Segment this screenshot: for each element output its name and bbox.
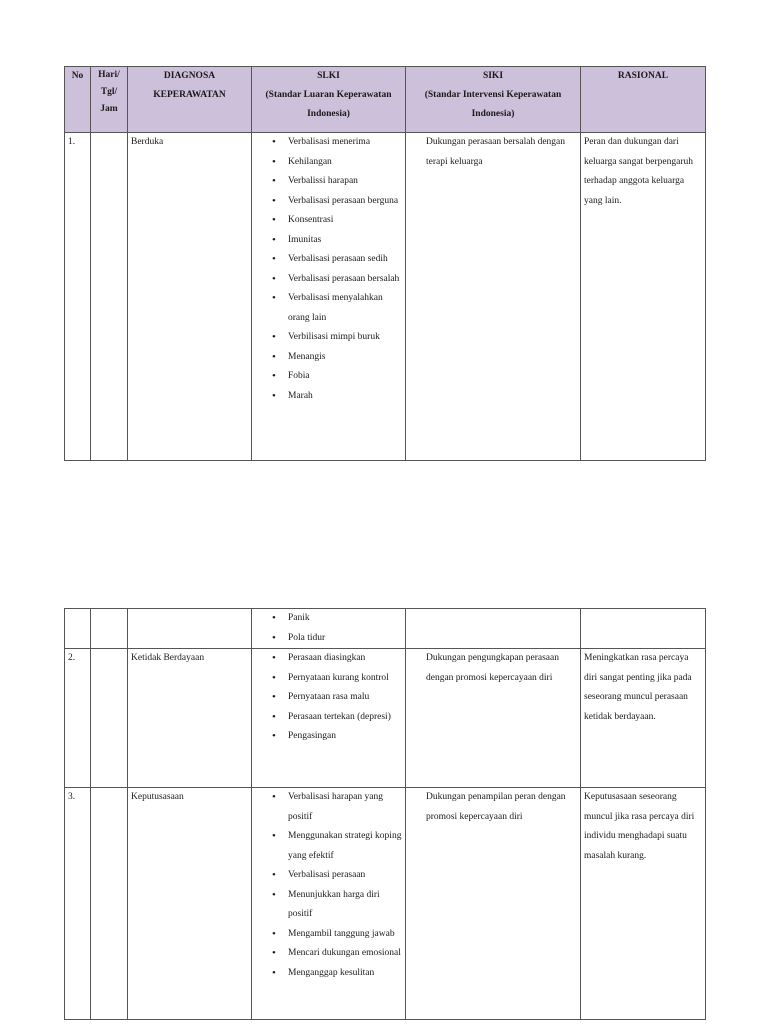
list-item: • Verbalissi harapan	[255, 172, 402, 192]
row-rasional: Keputusasaan seseorang muncul jika rasa percaya diri individu menghadapi suatu masalah kurang.	[581, 788, 706, 1020]
list-item: • Perasaan tertekan (depresi)	[255, 708, 402, 728]
list-item: • Verbalisasi perasaan berguna	[255, 192, 402, 212]
list-item: • Menunjukkan harga diri positif	[255, 886, 402, 925]
row-slki	[252, 788, 406, 1020]
row-date	[91, 133, 128, 461]
header-row	[65, 67, 706, 133]
list-item: • Pernyataan rasa malu	[255, 688, 402, 708]
row-number: 3.	[65, 788, 91, 1020]
slki-list	[255, 609, 402, 648]
row-siki: Dukungan perasaan bersalah dengan terapi keluarga	[406, 133, 581, 461]
row-diagnosis: Keputusasaan	[128, 788, 252, 1020]
list-item: • Fobia	[255, 367, 402, 387]
list-item: • Imunitas	[255, 231, 402, 251]
row-date	[91, 609, 128, 649]
care-plan-table-page-1	[64, 66, 706, 461]
row-number: 2.	[65, 649, 91, 788]
row-siki: Dukungan pengungkapan perasaan dengan promosi kepercayaan diri	[406, 649, 581, 788]
row-number	[65, 609, 91, 649]
slki-list	[255, 788, 402, 983]
table-row	[65, 133, 706, 461]
row-diagnosis: Ketidak Berdayaan	[128, 649, 252, 788]
slki-list	[255, 133, 402, 406]
list-item: • Verbalisasi menyalahkan orang lain	[255, 289, 402, 328]
row-number: 1.	[65, 133, 91, 461]
row-slki	[252, 649, 406, 788]
row-rasional: Peran dan dukungan dari keluarga sangat berpengaruh terhadap anggota keluarga yang lain.	[581, 133, 706, 461]
row-siki	[406, 609, 581, 649]
list-item: • Pengasingan	[255, 727, 402, 747]
list-item: • Panik	[255, 609, 402, 629]
list-item: • Pernyataan kurang kontrol	[255, 669, 402, 689]
row-diagnosis	[128, 609, 252, 649]
list-item: • Perasaan diasingkan	[255, 649, 402, 669]
list-item: • Verbalisasi perasaan	[255, 866, 402, 886]
header-slki-title: SLKI	[317, 71, 340, 81]
list-item: • Marah	[255, 387, 402, 407]
row-rasional	[581, 609, 706, 649]
header-siki	[406, 67, 581, 133]
list-item: • Pola tidur	[255, 629, 402, 649]
table-row	[65, 609, 706, 649]
header-rasional: RASIONAL	[581, 67, 706, 133]
header-slki-subtitle: (Standar Luaran Keperawatan Indonesia)	[265, 90, 392, 119]
list-item: • Verbalisasi perasaan sedih	[255, 250, 402, 270]
row-date	[91, 788, 128, 1020]
header-slki	[252, 67, 406, 133]
header-diagnosa: DIAGNOSA KEPERAWATAN	[128, 67, 252, 133]
table-row	[65, 649, 706, 788]
header-hari-tgl-jam: Hari/ Tgl/ Jam	[91, 67, 128, 133]
row-siki: Dukungan penampilan peran dengan promosi kepercayaan diri	[406, 788, 581, 1020]
slki-list	[255, 649, 402, 747]
header-siki-title: SIKI	[482, 71, 504, 81]
header-no: No	[65, 67, 91, 133]
list-item: • Menganggap kesulitan	[255, 964, 402, 984]
row-slki	[252, 609, 406, 649]
list-item: • Mengambil tanggung jawab	[255, 925, 402, 945]
list-item: • Verbalisasi menerima	[255, 133, 402, 153]
list-item: • Verbilisasi mimpi buruk	[255, 328, 402, 348]
row-slki	[252, 133, 406, 461]
list-item: • Verbalisasi perasaan bersalah	[255, 270, 402, 290]
list-item: • Verbalisasi harapan yang positif	[255, 788, 402, 827]
row-diagnosis: Berduka	[128, 133, 252, 461]
header-siki-subtitle: (Standar Intervensi Keperawatan Indonesia)	[424, 90, 562, 119]
list-item: • Kehilangan	[255, 153, 402, 173]
list-item: • Mencari dukungan emosional	[255, 944, 402, 964]
table-row	[65, 788, 706, 1020]
row-rasional: Meningkatkan rasa percaya diri sangat penting jika pada seseorang muncul perasaan ketidak berdayaan.	[581, 649, 706, 788]
row-date	[91, 649, 128, 788]
list-item: • Konsentrasi	[255, 211, 402, 231]
list-item: • Menggunakan strategi koping yang efektif	[255, 827, 402, 866]
list-item: • Menangis	[255, 348, 402, 368]
care-plan-table-page-2	[64, 608, 706, 1020]
